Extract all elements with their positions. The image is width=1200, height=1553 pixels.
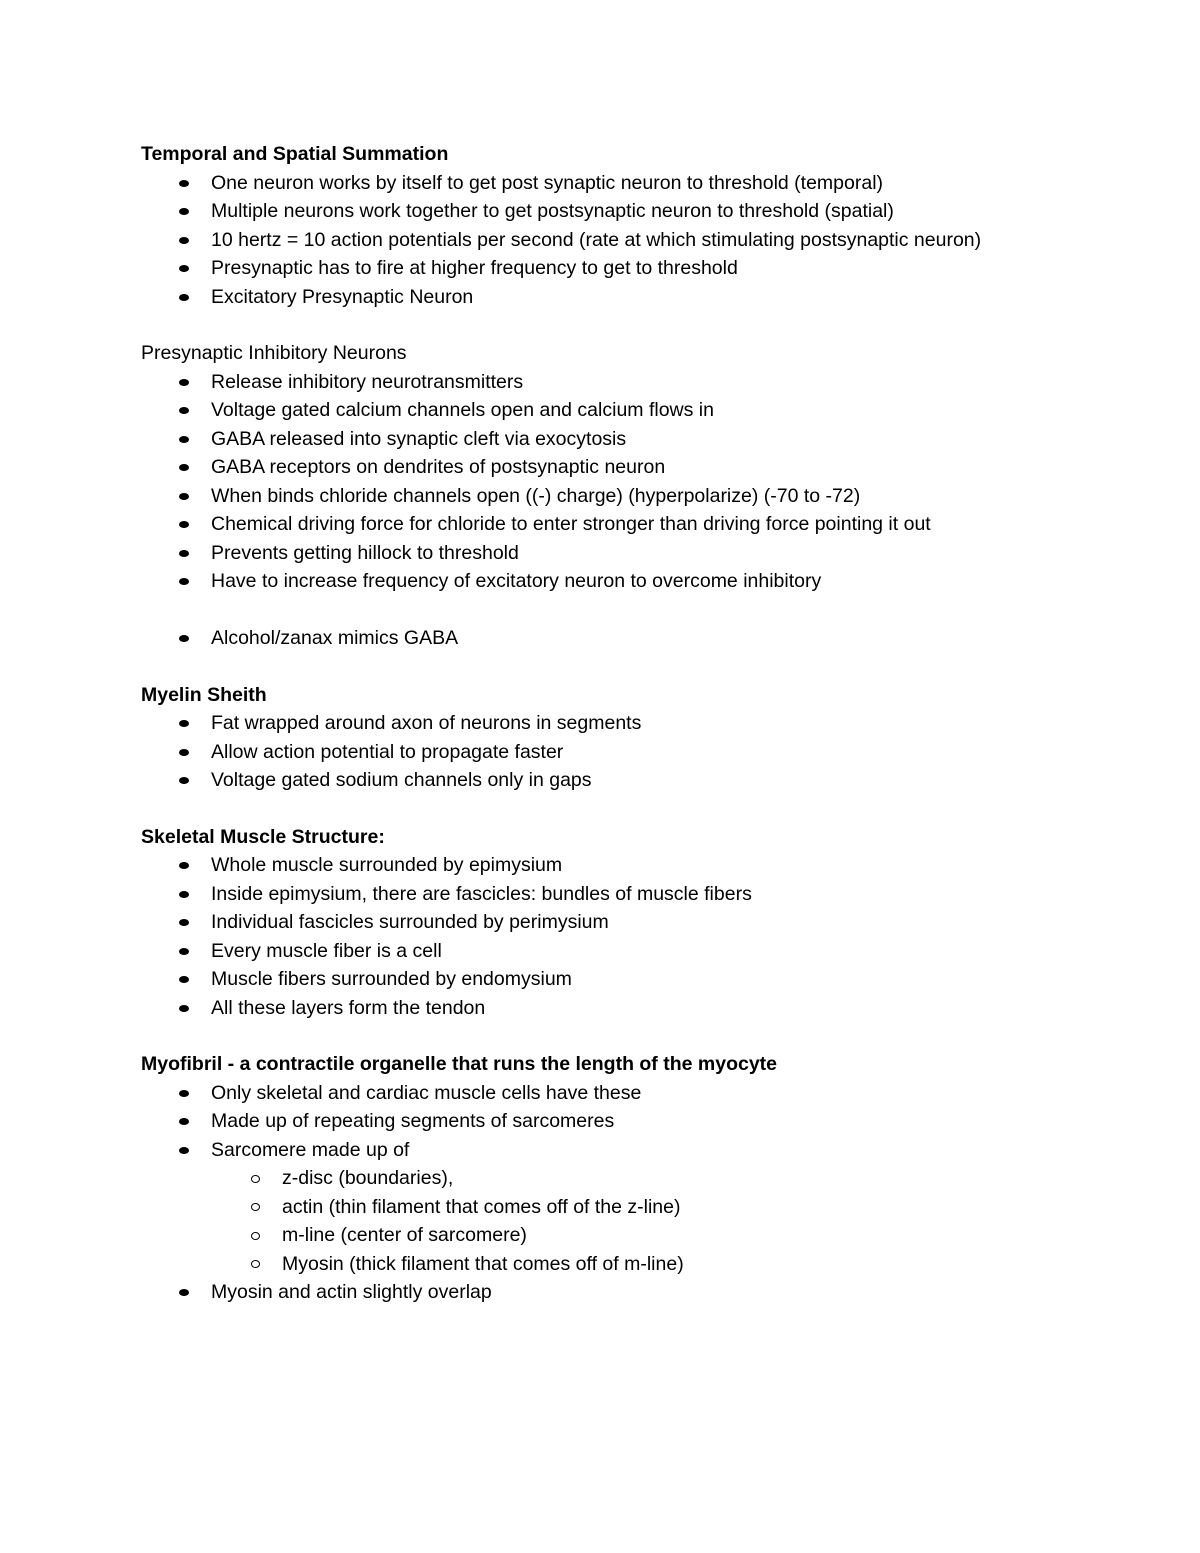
hollow-bullet-icon (251, 1175, 260, 1183)
sub-list-item: m-line (center of sarcomere) (141, 1221, 1041, 1250)
bullet-icon (179, 464, 189, 471)
section-heading: Presynaptic Inhibitory Neurons (141, 342, 407, 364)
list-item: Made up of repeating segments of sarcomeres (141, 1107, 1041, 1136)
list-item: Whole muscle surrounded by epimysium (141, 851, 1041, 880)
bullet-icon (179, 237, 189, 244)
bullet-list (141, 1079, 1041, 1307)
list-item: Voltage gated sodium channels only in gaps (141, 766, 1041, 795)
section-skeletal-muscle-structure (141, 823, 1041, 1023)
bullet-icon (179, 379, 189, 386)
bullet-icon (179, 948, 189, 955)
bullet-icon (179, 720, 189, 727)
list-item: Excitatory Presynaptic Neuron (141, 283, 1041, 312)
bullet-icon (179, 521, 189, 528)
section-myofibril (141, 1050, 1041, 1307)
bullet-icon (179, 1118, 189, 1125)
bullet-icon (179, 265, 189, 272)
list-item: Allow action potential to propagate faster (141, 738, 1041, 767)
list-item: GABA released into synaptic cleft via exocytosis (141, 425, 1041, 454)
list-item: Fat wrapped around axon of neurons in segments (141, 709, 1041, 738)
bullet-icon (179, 1090, 189, 1097)
section-temporal-spatial-summation (141, 140, 1041, 311)
sub-list-item: actin (thin filament that comes off of the z-line) (141, 1193, 1041, 1222)
list-item: All these layers form the tendon (141, 994, 1041, 1023)
list-item: Every muscle fiber is a cell (141, 937, 1041, 966)
bullet-icon (179, 919, 189, 926)
section-heading: Skeletal Muscle Structure: (141, 825, 385, 848)
list-item: 10 hertz = 10 action potentials per second (rate at which stimulating postsynaptic neuron) (141, 226, 1041, 255)
bullet-list (141, 169, 1041, 312)
bullet-icon (179, 1147, 189, 1154)
bullet-list (141, 368, 1041, 653)
bullet-list (141, 709, 1041, 795)
list-item: One neuron works by itself to get post synaptic neuron to threshold (temporal) (141, 169, 1041, 198)
bullet-icon (179, 578, 189, 585)
list-item: When binds chloride channels open ((-) charge) (hyperpolarize) (-70 to -72) (141, 482, 1041, 511)
list-item: Release inhibitory neurotransmitters (141, 368, 1041, 397)
bullet-icon (179, 976, 189, 983)
hollow-bullet-icon (251, 1232, 260, 1240)
bullet-icon (179, 891, 189, 898)
hollow-bullet-icon (251, 1203, 260, 1211)
list-item: Voltage gated calcium channels open and calcium flows in (141, 396, 1041, 425)
bullet-icon (179, 749, 189, 756)
list-item: Alcohol/zanax mimics GABA (141, 624, 1041, 653)
document-page (141, 140, 1041, 1335)
list-item: Have to increase frequency of excitatory neuron to overcome inhibitory (141, 567, 1041, 596)
bullet-icon (179, 407, 189, 414)
bullet-icon (179, 1289, 189, 1296)
bullet-icon (179, 635, 189, 642)
list-item: Individual fascicles surrounded by perimysium (141, 908, 1041, 937)
bullet-list (141, 851, 1041, 1022)
list-item: Inside epimysium, there are fascicles: bundles of muscle fibers (141, 880, 1041, 909)
list-item: Muscle fibers surrounded by endomysium (141, 965, 1041, 994)
list-item: Multiple neurons work together to get postsynaptic neuron to threshold (spatial) (141, 197, 1041, 226)
section-heading: Myofibril - a contractile organelle that runs the length of the myocyte (141, 1053, 778, 1075)
list-item: Chemical driving force for chloride to enter stronger than driving force pointing it out (141, 510, 1041, 539)
list-item: Sarcomere made up of z-disc (boundaries), actin (thin filament that comes off of the z-line) m-line (center of sarcomere) Myosin (thick filament that comes off of m-line) (141, 1136, 1041, 1279)
section-heading: Temporal and Spatial Summation (141, 143, 449, 165)
bullet-icon (179, 550, 189, 557)
list-item: Only skeletal and cardiac muscle cells have these (141, 1079, 1041, 1108)
section-heading: Myelin Sheith (141, 683, 267, 706)
bullet-icon (179, 862, 189, 869)
bullet-icon (179, 777, 189, 784)
sub-list-item: z-disc (boundaries), (141, 1164, 1041, 1193)
section-presynaptic-inhibitory-neurons (141, 339, 1041, 653)
bullet-icon (179, 208, 189, 215)
sub-list-item: Myosin (thick filament that comes off of m-line) (141, 1250, 1041, 1279)
list-item: GABA receptors on dendrites of postsynaptic neuron (141, 453, 1041, 482)
sub-bullet-list (211, 1164, 1041, 1278)
bullet-icon (179, 1005, 189, 1012)
bullet-icon (179, 294, 189, 301)
hollow-bullet-icon (251, 1260, 260, 1268)
bullet-icon (179, 493, 189, 500)
bullet-icon (179, 180, 189, 187)
bullet-icon (179, 436, 189, 443)
list-item: Prevents getting hillock to threshold (141, 539, 1041, 568)
section-myelin-sheith (141, 681, 1041, 795)
list-item: Myosin and actin slightly overlap (141, 1278, 1041, 1307)
list-item: Presynaptic has to fire at higher frequency to get to threshold (141, 254, 1041, 283)
